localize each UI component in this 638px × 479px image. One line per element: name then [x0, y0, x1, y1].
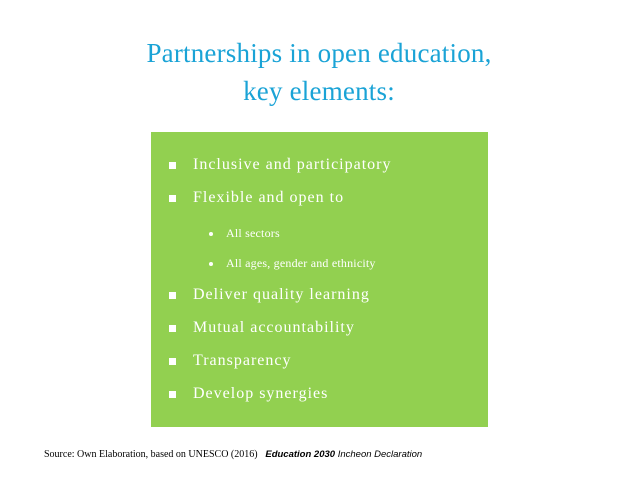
source-citation — [44, 449, 422, 460]
slide-title-line-1: Partnerships in open education, — [146, 38, 492, 68]
sub-list-item-label: All ages, gender and ethnicity — [226, 256, 376, 270]
sub-list-item — [209, 226, 280, 241]
sub-list-item-label: All sectors — [226, 226, 280, 240]
dot-bullet-icon — [209, 262, 213, 266]
list-item-label: Inclusive and participatory — [193, 156, 392, 173]
dot-bullet-icon — [209, 232, 213, 236]
square-bullet-icon — [169, 391, 176, 398]
list-item — [169, 319, 355, 337]
square-bullet-icon — [169, 292, 176, 299]
list-item — [169, 189, 344, 207]
source-emphasis — [260, 449, 422, 460]
square-bullet-icon — [169, 325, 176, 332]
source-emphasis-rest: Incheon Declaration — [337, 449, 423, 460]
source-prefix: Source: Own Elaboration, based on UNESCO (2016) — [44, 449, 258, 460]
sub-list-item — [209, 256, 376, 271]
key-elements-list — [151, 132, 488, 427]
list-item — [169, 385, 328, 403]
list-item — [169, 352, 292, 370]
list-item — [169, 286, 370, 304]
square-bullet-icon — [169, 195, 176, 202]
list-item-label: Deliver quality learning — [193, 286, 370, 303]
list-item-label: Develop synergies — [193, 385, 329, 402]
square-bullet-icon — [169, 162, 176, 169]
key-elements-panel — [151, 132, 488, 427]
source-emphasis-bold: Education 2030 — [265, 449, 336, 460]
slide-title-line-2: key elements: — [243, 76, 395, 106]
square-bullet-icon — [169, 358, 176, 365]
list-item-label: Flexible and open to — [193, 189, 345, 206]
list-item-label: Mutual accountability — [193, 319, 355, 336]
slide-title — [0, 34, 638, 110]
list-item-label: Transparency — [193, 352, 292, 369]
list-item — [169, 156, 392, 174]
